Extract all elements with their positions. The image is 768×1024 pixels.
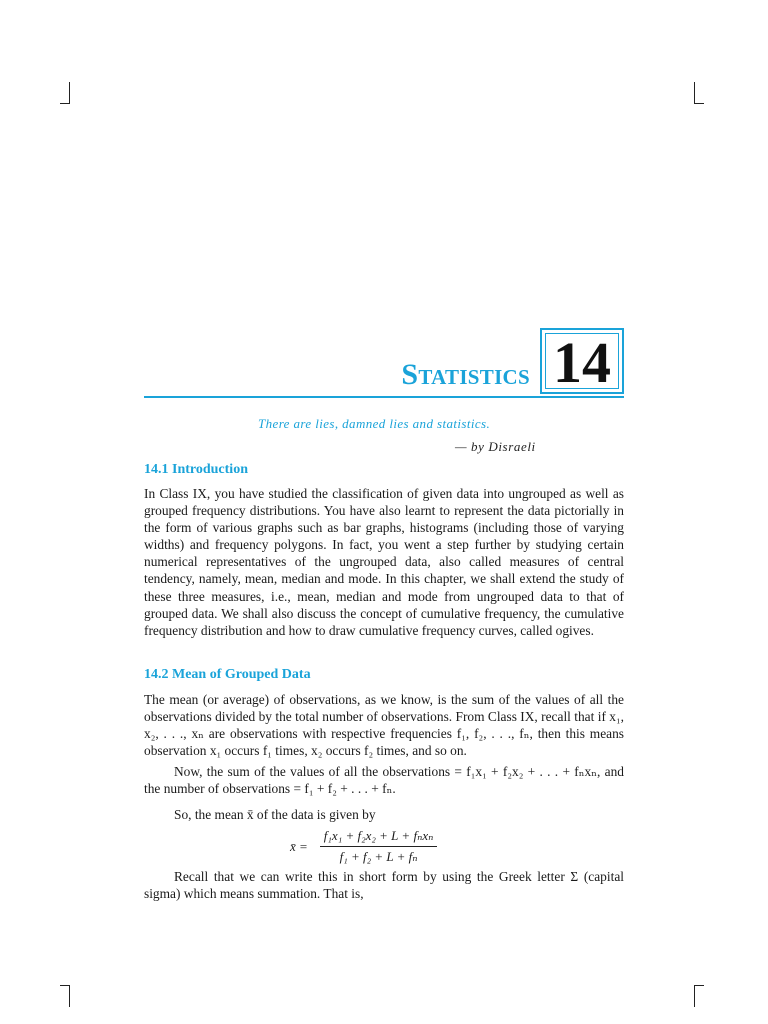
chapter-rule (144, 396, 624, 398)
mean-paragraph-2: Now, the sum of the values of all the observations = f₁x₁ + f₂x₂ + . . . + fₙxₙ, and the number of observations = f₁ + f₂ + . . . + fₙ. (144, 764, 624, 797)
section-heading-mean-grouped-data: 14.2 Mean of Grouped Data (144, 667, 311, 682)
crop-mark-top-right-v (694, 82, 695, 104)
mean-formula (290, 828, 437, 865)
introduction-paragraph: In Class IX, you have studied the classification of given data into ungrouped as well as grouped frequency distributions. You have also learnt to represent the data pictorially in the form of various graphs such as bar graphs, histograms (including those of varying widths) and frequency polygons. In fact, you went a step further by studying certain numerical representatives of the ungrouped data, also called measures of central tendency, namely, mean, median and mode. In this chapter, we shall extend the study of these three measures, i.e., mean, median and mode from ungrouped data to that of grouped data. We shall also discuss the concept of cumulative frequency, the cumulative frequency distribution and how to draw cumulative frequency curves, called ogives. (144, 486, 624, 638)
chapter-header (144, 328, 624, 398)
mean-paragraph-1: The mean (or average) of observations, as we know, is the sum of the values of all the observations divided by the total number of observations. From Class IX, recall that if x₁, x₂, . . ., xₙ are observations with respective frequencies f₁, f₂, . . ., fₙ, then this means observation x₁ occurs f₁ times, x₂ occurs f₂ times, and so on. (144, 692, 624, 759)
formula-numerator: f₁x₁ + f₂x₂ + L + fₙxₙ (320, 828, 438, 847)
crop-mark-top-left-h (60, 103, 69, 104)
chapter-number-box (540, 328, 624, 394)
epigraph-attribution: — by Disraeli (455, 439, 536, 454)
formula-denominator: f₁ + f₂ + L + fₙ (339, 849, 418, 864)
crop-mark-bottom-left-h (60, 985, 69, 986)
crop-mark-bottom-right-h (695, 985, 704, 986)
formula-lhs: x̄ = (290, 838, 308, 854)
mean-paragraph-3: So, the mean x̄ of the data is given by (174, 807, 376, 822)
formula-fraction (320, 828, 438, 865)
section-heading-introduction: 14.1 Introduction (144, 462, 248, 477)
crop-mark-top-right-h (695, 103, 704, 104)
crop-mark-top-left-v (69, 82, 70, 104)
crop-mark-bottom-right-v (694, 985, 695, 1007)
chapter-title: Statistics (401, 358, 530, 391)
epigraph-quote: There are lies, damned lies and statistics. (258, 416, 491, 431)
chapter-number: 14 (553, 330, 611, 395)
crop-mark-bottom-left-v (69, 985, 70, 1007)
mean-paragraph-4: Recall that we can write this in short form by using the Greek letter Σ (capital sigma) which means summation. That is, (144, 869, 624, 902)
